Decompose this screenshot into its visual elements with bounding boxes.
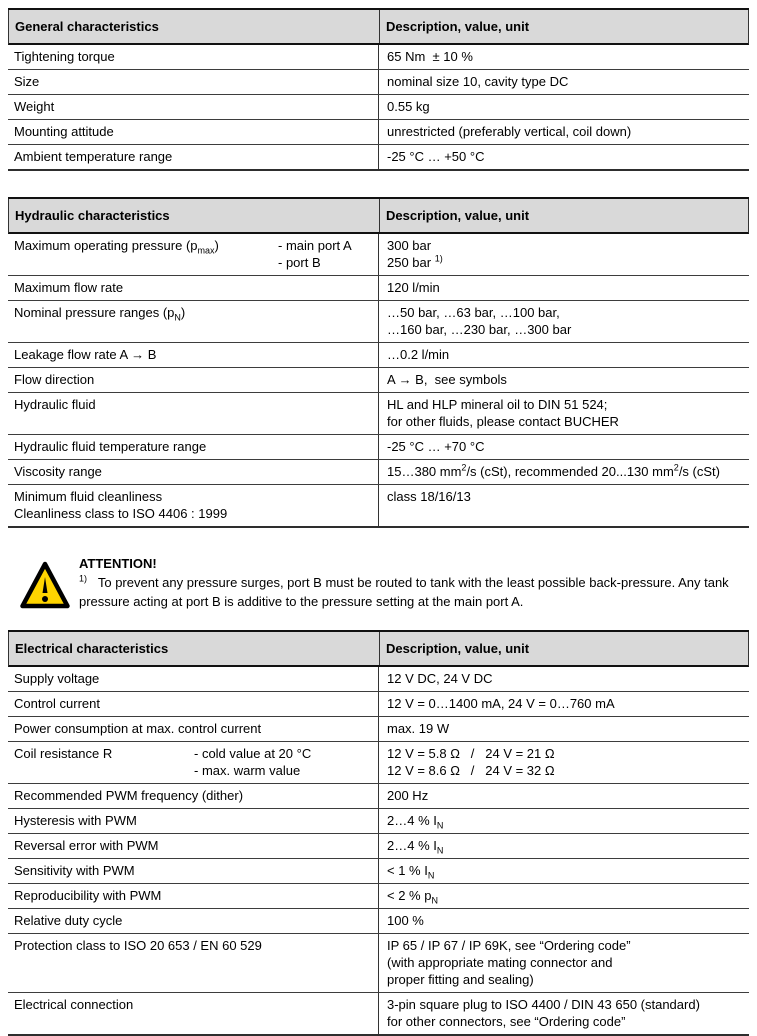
row-label-cell xyxy=(8,120,378,144)
row-value: IP 65 / IP 67 / IP 69K, see “Ordering code” (with appropriate mating connector and proper fitting and sealing) xyxy=(387,938,631,987)
value-column-header: Description, value, unit xyxy=(379,199,748,232)
row-label-cell xyxy=(8,717,378,741)
row-label-cell xyxy=(8,95,378,119)
row-value: 300 bar 250 bar $^{1)}$ xyxy=(387,238,443,270)
row-label: Sensitivity with PWM xyxy=(14,863,135,878)
row-value-cell xyxy=(378,859,749,883)
warning-triangle-icon xyxy=(20,560,70,612)
row-label: Leakage flow rate A → B xyxy=(14,347,157,362)
row-label-cell xyxy=(8,234,378,275)
row-value: < 2 % $p_N$ xyxy=(387,888,438,906)
general-characteristics-table xyxy=(8,8,749,171)
table-header-row xyxy=(8,632,749,667)
row-value: 12 V = 0…1400 mA, 24 V = 0…760 mA xyxy=(387,696,615,711)
row-value: -25 °C … +70 °C xyxy=(387,439,485,454)
row-value-cell xyxy=(378,460,749,484)
row-value-cell xyxy=(378,834,749,858)
row-value: 120 l/min xyxy=(387,280,440,295)
table-row xyxy=(8,343,749,368)
row-value-cell xyxy=(378,742,749,783)
row-value-cell xyxy=(378,435,749,459)
row-label-cell xyxy=(8,393,378,434)
table-row xyxy=(8,95,749,120)
row-label: Hydraulic fluid xyxy=(14,397,96,412)
row-value: -25 °C … +50 °C xyxy=(387,149,485,164)
row-label: Mounting attitude xyxy=(14,124,114,139)
row-value-cell xyxy=(378,301,749,342)
row-value-cell xyxy=(378,993,749,1034)
row-label: Hysteresis with PWM xyxy=(14,813,137,828)
table-row xyxy=(8,934,749,993)
row-value: 15…380 $mm^2/s$ (cSt), recommended 20...130 $mm^2/s$ (cSt) xyxy=(387,462,720,479)
row-label: Reproducibility with PWM xyxy=(14,888,162,903)
row-label-cell xyxy=(8,993,378,1034)
table-row xyxy=(8,145,749,169)
table-row xyxy=(8,667,749,692)
row-value: 0.55 kg xyxy=(387,99,430,114)
row-value: max. 19 W xyxy=(387,721,450,736)
row-value-cell xyxy=(378,234,749,275)
table-row xyxy=(8,717,749,742)
table-row xyxy=(8,435,749,460)
row-label: Ambient temperature range xyxy=(14,149,173,164)
table-title: Hydraulic characteristics xyxy=(15,208,170,223)
row-label-cell xyxy=(8,859,378,883)
electrical-characteristics-table xyxy=(8,630,749,1036)
row-value-cell xyxy=(378,368,749,392)
row-label-cell xyxy=(8,784,378,808)
table-row xyxy=(8,834,749,859)
row-label-cell xyxy=(8,435,378,459)
table-title: Electrical characteristics xyxy=(15,641,169,656)
row-value-cell xyxy=(378,485,749,526)
row-sublabel: - cold value at 20 °C - max. warm value xyxy=(194,746,312,778)
row-label: Reversal error with PWM xyxy=(14,838,159,853)
table-row xyxy=(8,993,749,1034)
row-sublabel: - main port A - port B xyxy=(278,238,352,270)
row-value: 200 Hz xyxy=(387,788,429,803)
table-row xyxy=(8,784,749,809)
row-label-cell xyxy=(8,276,378,300)
attention-body xyxy=(79,554,749,611)
table-row xyxy=(8,301,749,343)
row-label: Relative duty cycle xyxy=(14,913,123,928)
row-value-cell xyxy=(378,120,749,144)
row-value: 12 V DC, 24 V DC xyxy=(387,671,493,686)
table-row xyxy=(8,884,749,909)
row-value-cell xyxy=(378,667,749,691)
row-value: < 1 % $I_N$ xyxy=(387,863,435,881)
row-label: Maximum flow rate xyxy=(14,280,124,295)
row-label: Electrical connection xyxy=(14,997,134,1012)
table-row xyxy=(8,909,749,934)
row-label: Power consumption at max. control current xyxy=(14,721,262,736)
table-row xyxy=(8,120,749,145)
row-label-cell xyxy=(8,809,378,833)
attention-note xyxy=(14,554,749,612)
table-row xyxy=(8,859,749,884)
table-header-row xyxy=(8,10,749,45)
row-label-cell xyxy=(8,301,378,342)
hydraulic-characteristics-table xyxy=(8,197,749,528)
value-column-header: Description, value, unit xyxy=(379,10,748,43)
row-value-cell xyxy=(378,934,749,992)
table-row xyxy=(8,692,749,717)
row-value-cell xyxy=(378,809,749,833)
row-value: 2…4 % $I_N$ xyxy=(387,838,444,856)
table-row xyxy=(8,485,749,526)
row-value-cell xyxy=(378,145,749,169)
row-label-cell xyxy=(8,145,378,169)
row-label: Nominal pressure ranges $(p_N)$ xyxy=(14,305,186,323)
table-row xyxy=(8,276,749,301)
attention-text: $^{1)}$ To prevent any pressure surges, port B must be routed to tank with the least possible back-pressure. Any tank pressure acting at port B is additive to the pressure setting at the main port A. xyxy=(79,573,729,609)
row-label-cell xyxy=(8,692,378,716)
row-label: Viscosity range xyxy=(14,464,102,479)
row-label: Size xyxy=(14,74,40,89)
table-row xyxy=(8,45,749,70)
row-label-cell xyxy=(8,460,378,484)
value-column-header: Description, value, unit xyxy=(379,632,748,665)
row-label-cell xyxy=(8,909,378,933)
row-value-cell xyxy=(378,95,749,119)
row-value: A → B, see symbols xyxy=(387,372,507,387)
row-value: 2…4 % $I_N$ xyxy=(387,813,444,831)
table-row xyxy=(8,393,749,435)
table-row xyxy=(8,70,749,95)
row-label: Recommended PWM frequency (dither) xyxy=(14,788,244,803)
row-value: 12 V = 5.8 Ω / 24 V = 21 Ω 12 V = 8.6 Ω / 24 V = 32 Ω xyxy=(387,746,555,778)
row-label-cell xyxy=(8,343,378,367)
table-row xyxy=(8,368,749,393)
row-label-cell xyxy=(8,368,378,392)
row-label-cell xyxy=(8,742,378,783)
row-label: Supply voltage xyxy=(14,671,100,686)
table-row xyxy=(8,809,749,834)
row-label-cell xyxy=(8,884,378,908)
row-value-cell xyxy=(378,909,749,933)
row-value: …0.2 l/min xyxy=(387,347,450,362)
row-label: Control current xyxy=(14,696,100,711)
row-label: Flow direction xyxy=(14,372,95,387)
row-value: …50 bar, …63 bar, …100 bar, …160 bar, …230 bar, …300 bar xyxy=(387,305,572,337)
row-label: Protection class to ISO 20 653 / EN 60 529 xyxy=(14,938,262,953)
row-value-cell xyxy=(378,45,749,69)
attention-title: ATTENTION! xyxy=(79,556,157,571)
table-title: General characteristics xyxy=(15,19,159,34)
row-label-cell xyxy=(8,667,378,691)
row-value: unrestricted (preferably vertical, coil down) xyxy=(387,124,632,139)
row-label: Weight xyxy=(14,99,55,114)
table-row xyxy=(8,234,749,276)
row-label: Coil resistance R xyxy=(14,746,113,761)
row-value: 3-pin square plug to ISO 4400 / DIN 43 650 (standard) for other connectors, see “Ordering code” xyxy=(387,997,700,1029)
row-label: Hydraulic fluid temperature range xyxy=(14,439,207,454)
row-value-cell xyxy=(378,343,749,367)
row-value: nominal size 10, cavity type DC xyxy=(387,74,569,89)
row-value-cell xyxy=(378,70,749,94)
row-label-cell xyxy=(8,485,378,526)
row-value-cell xyxy=(378,717,749,741)
row-label: Minimum fluid cleanliness Cleanliness class to ISO 4406 : 1999 xyxy=(14,489,228,521)
row-label-cell xyxy=(8,70,378,94)
row-label: Tightening torque xyxy=(14,49,115,64)
table-row xyxy=(8,742,749,784)
row-value-cell xyxy=(378,884,749,908)
row-label-cell xyxy=(8,934,378,992)
row-label-cell xyxy=(8,45,378,69)
row-label: Maximum operating pressure $(p_{max})$ xyxy=(14,238,219,256)
table-row xyxy=(8,460,749,485)
row-value-cell xyxy=(378,784,749,808)
row-value-cell xyxy=(378,276,749,300)
row-value: class 18/16/13 xyxy=(387,489,471,504)
row-label-cell xyxy=(8,834,378,858)
row-value: 100 % xyxy=(387,913,424,928)
row-value: 65 Nm ± 10 % xyxy=(387,49,473,64)
table-header-row xyxy=(8,199,749,234)
row-value-cell xyxy=(378,692,749,716)
row-value: HL and HLP mineral oil to DIN 51 524; for other fluids, please contact BUCHER xyxy=(387,397,619,429)
row-value-cell xyxy=(378,393,749,434)
